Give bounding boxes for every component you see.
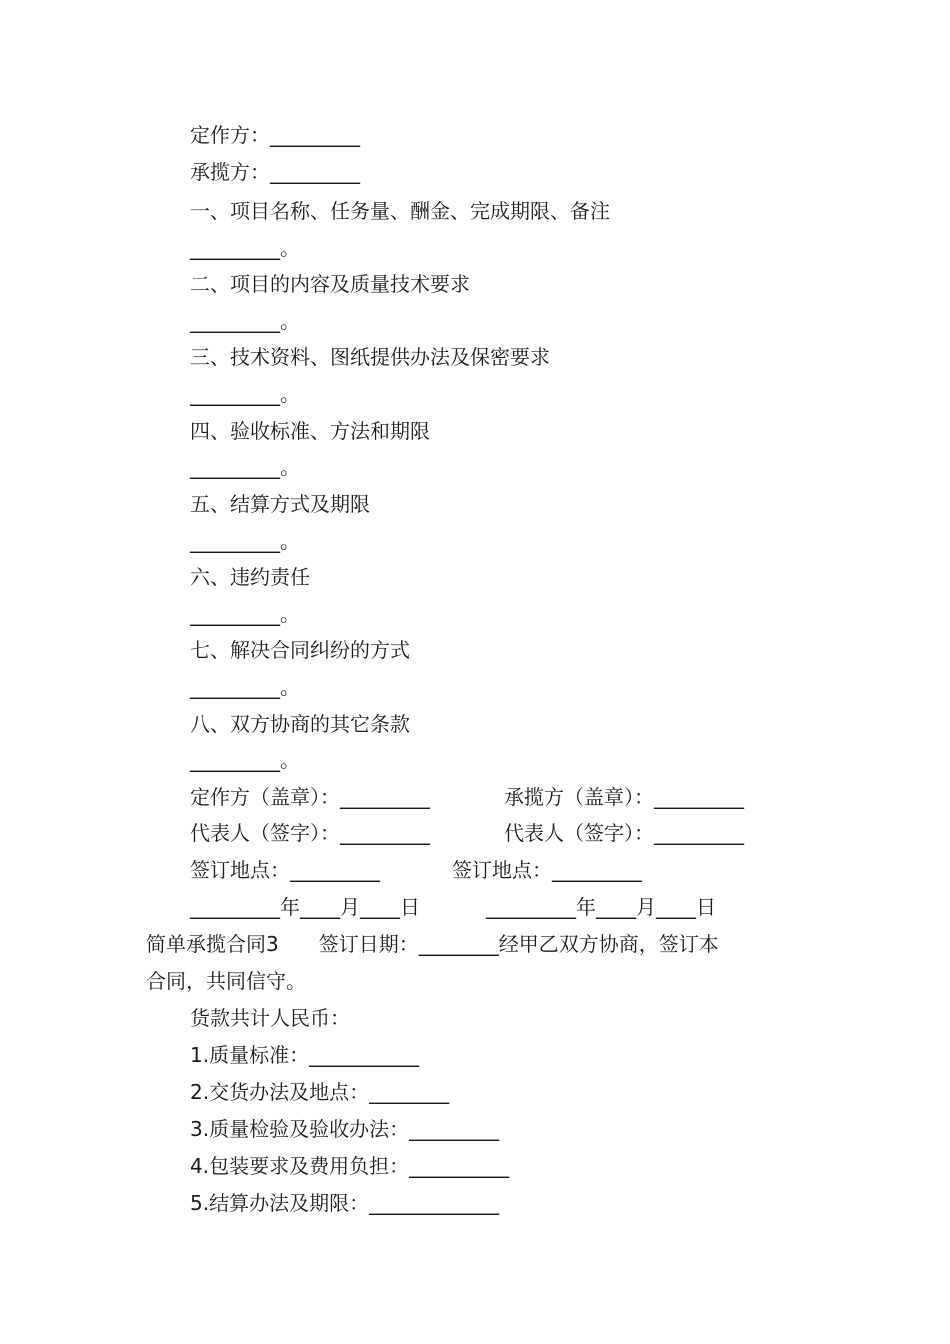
clause-3-blank: _________。 bbox=[190, 382, 300, 406]
place-b: 签订地点：_________ bbox=[452, 858, 642, 882]
party-b-line: 承揽方：_________ bbox=[190, 160, 360, 184]
contract3-intro-line1: 简单承揽合同3 签订日期：________经甲乙双方协商，签订本 bbox=[146, 932, 719, 956]
contract3-item-3: 3.质量检验及验收办法：_________ bbox=[190, 1117, 500, 1141]
clause-7-title: 七、解决合同纠纷的方式 bbox=[190, 638, 410, 662]
clause-8-title: 八、双方协商的其它条款 bbox=[190, 712, 410, 736]
clause-8-blank: _________。 bbox=[190, 748, 300, 772]
contract3-item-1: 1.质量标准：___________ bbox=[190, 1043, 420, 1067]
date-b: _________年____月____日 bbox=[486, 895, 716, 919]
seal-a: 定作方（盖章）：_________ bbox=[190, 785, 430, 809]
rep-b: 代表人（签字）：_________ bbox=[504, 821, 744, 845]
contract3-item-2: 2.交货办法及地点：________ bbox=[190, 1080, 450, 1104]
clause-6-title: 六、违约责任 bbox=[190, 565, 310, 589]
party-a-line: 定作方：_________ bbox=[190, 123, 360, 147]
clause-5-blank: _________。 bbox=[190, 529, 300, 553]
contract3-intro-line2: 合同，共同信守。 bbox=[146, 969, 306, 993]
clause-5-title: 五、结算方式及期限 bbox=[190, 492, 370, 516]
clause-4-title: 四、验收标准、方法和期限 bbox=[190, 419, 430, 443]
clause-2-blank: _________。 bbox=[190, 309, 300, 333]
clause-2-title: 二、项目的内容及质量技术要求 bbox=[190, 272, 470, 296]
rep-a: 代表人（签字）：_________ bbox=[190, 821, 430, 845]
contract3-item-5: 5.结算办法及期限：_____________ bbox=[190, 1191, 500, 1215]
place-a: 签订地点：_________ bbox=[190, 858, 380, 882]
clause-3-title: 三、技术资料、图纸提供办法及保密要求 bbox=[190, 345, 550, 369]
clause-1-title: 一、项目名称、任务量、酬金、完成期限、备注 bbox=[190, 199, 610, 223]
seal-b: 承揽方（盖章）：_________ bbox=[504, 785, 744, 809]
clause-4-blank: _________。 bbox=[190, 455, 300, 479]
date-a: _________年____月____日 bbox=[190, 895, 420, 919]
contract3-item-4: 4.包装要求及费用负担：__________ bbox=[190, 1154, 510, 1178]
clause-1-blank: _________。 bbox=[190, 236, 300, 260]
contract3-total: 货款共计人民币： bbox=[190, 1006, 350, 1030]
clause-7-blank: _________。 bbox=[190, 675, 300, 699]
clause-6-blank: _________。 bbox=[190, 602, 300, 626]
